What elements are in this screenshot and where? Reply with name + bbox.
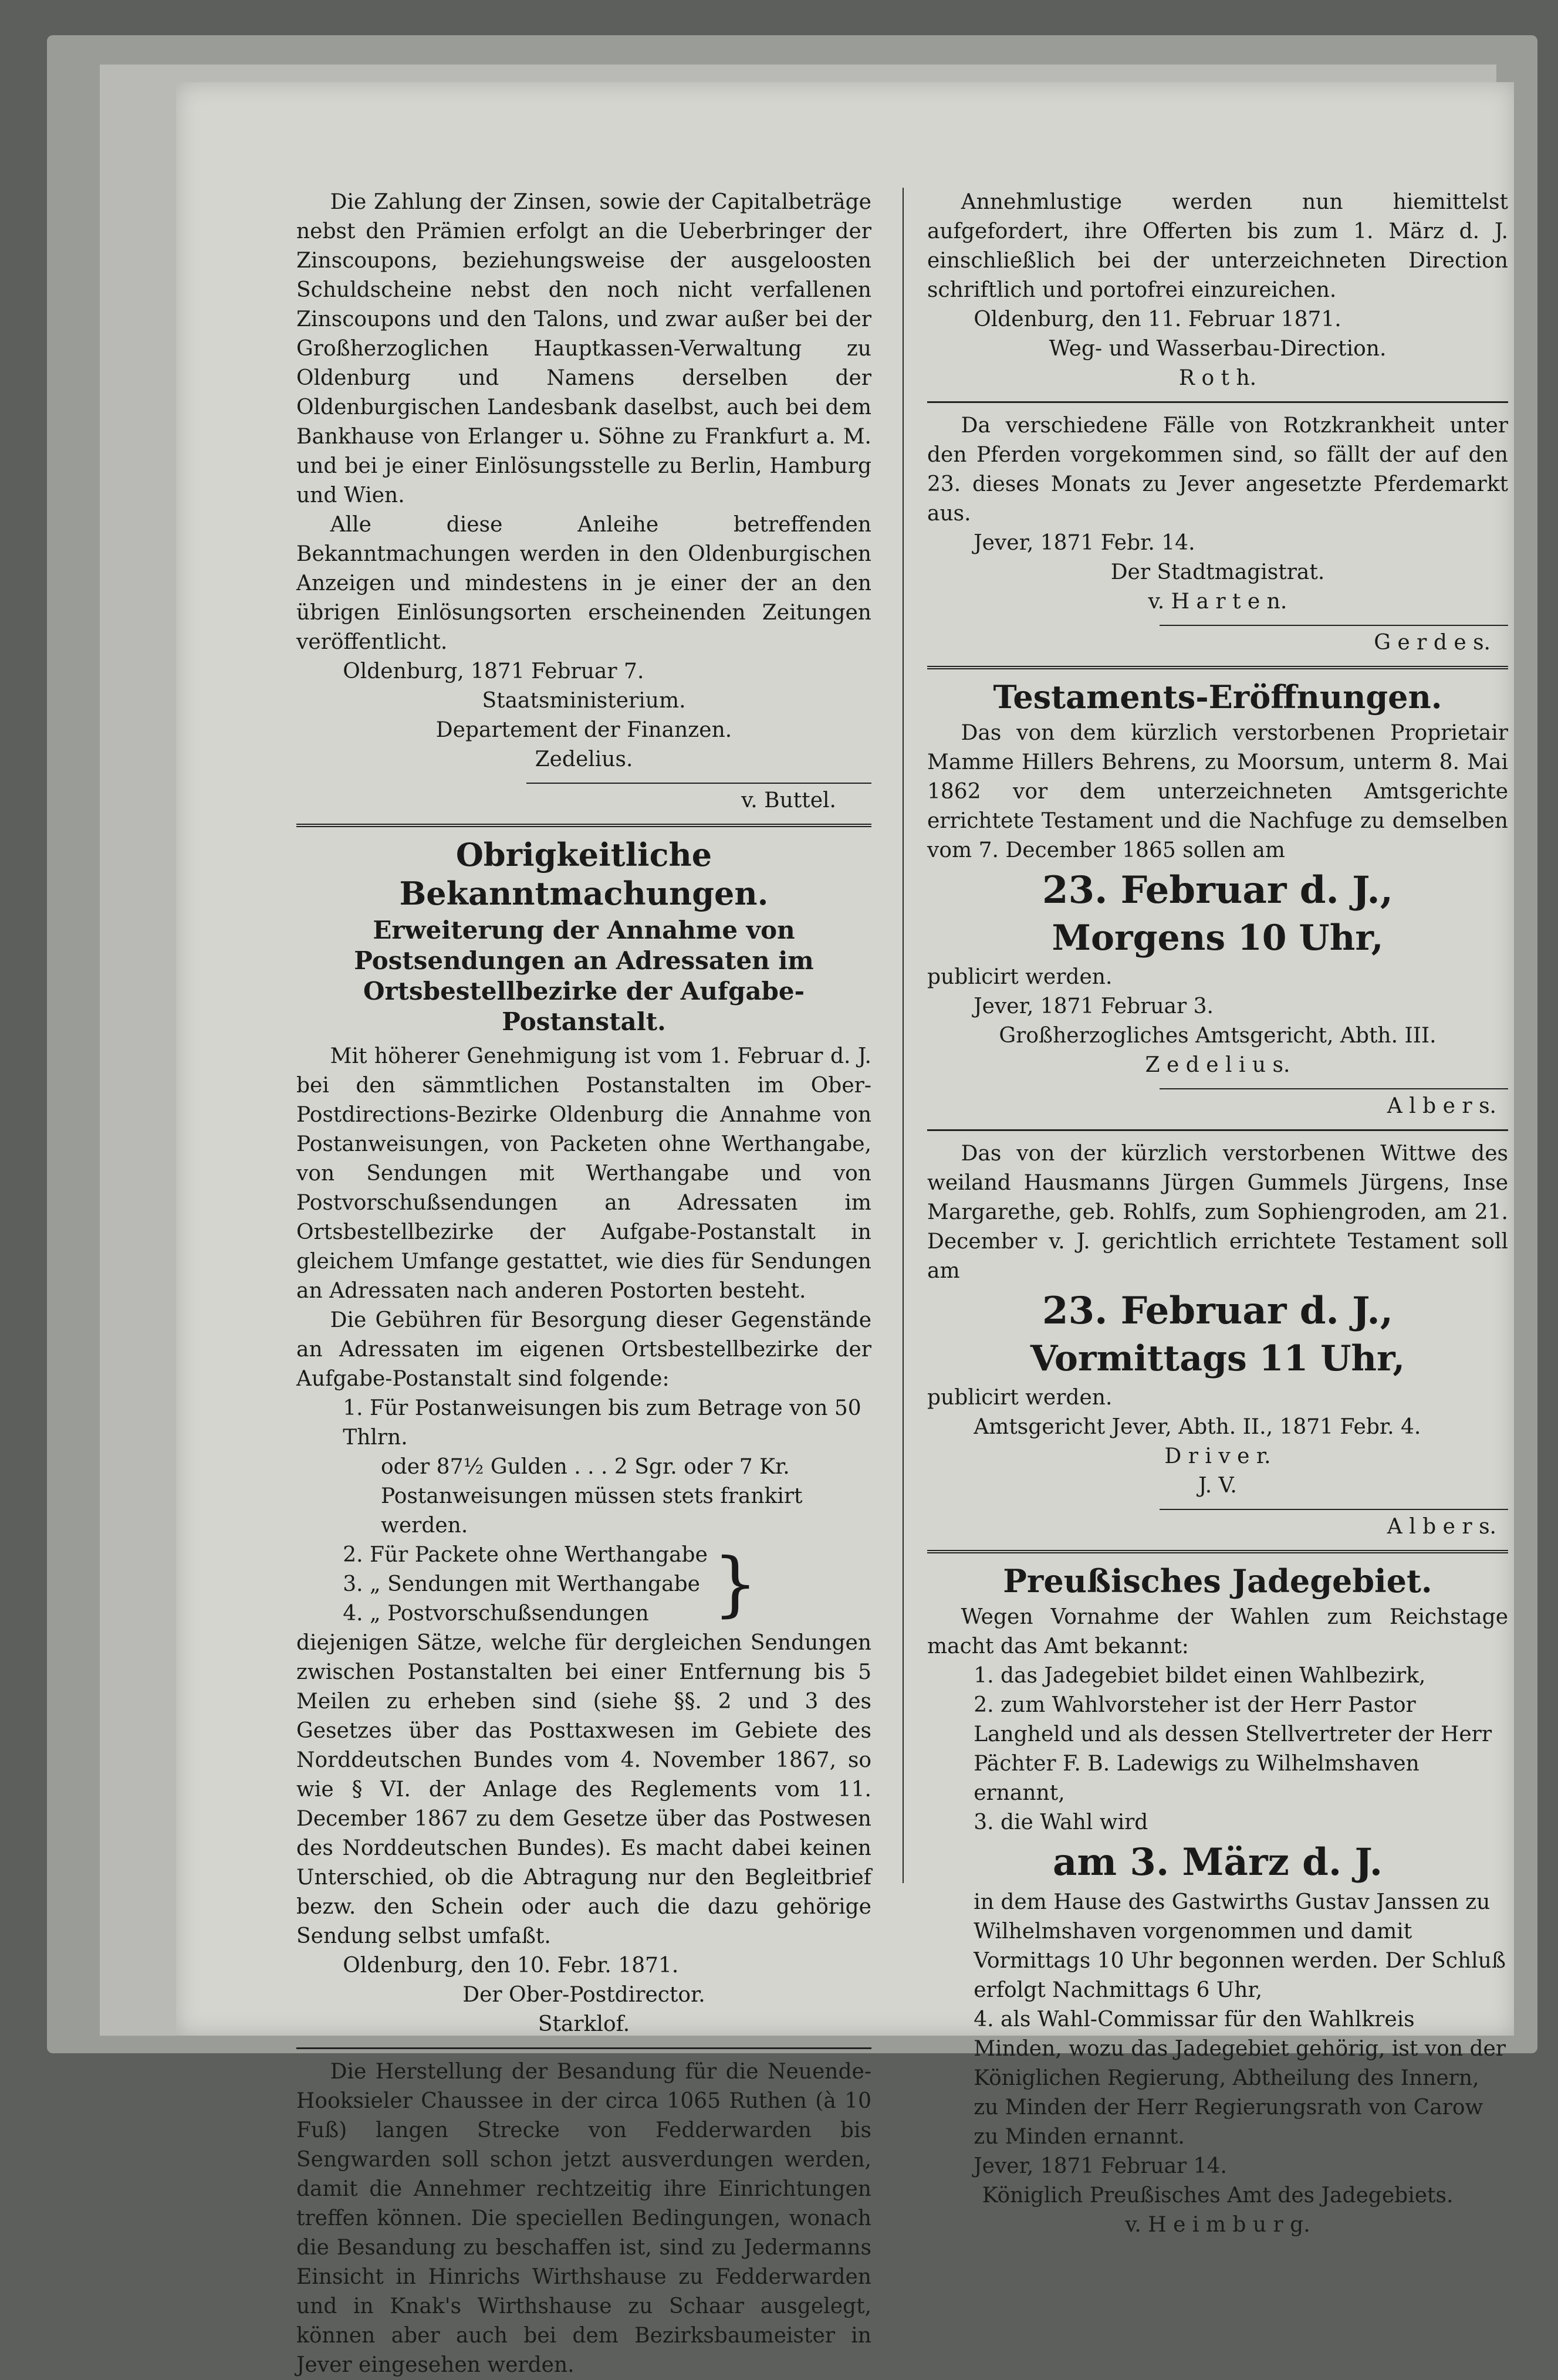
notice-dateline: Oldenburg, 1871 Februar 7. — [343, 659, 644, 683]
notice-market-para: Da verschiedene Fälle von Rotzkrankheit unter den Pferden vorgekommen sind, so fällt der auf den 23. dieses Monats zu Jever angesetzte Pferdemarkt aus. — [927, 414, 1508, 526]
section-rule — [927, 1550, 1508, 1553]
notice-title: Erweiterung der Annahme von Postsendungen an Adressaten im Ortsbestellbezirke der Aufgabe-Postanstalt. — [354, 916, 814, 1036]
notice-department: Departement der Finanzen. — [435, 718, 732, 742]
testament2-time: Vormittags 11 Uhr, — [1030, 1338, 1405, 1379]
notice-post-para2: Die Gebühren für Besorgung dieser Gegenstände an Adressaten im eigenen Ortsbestellbezirke der Aufgabe-Postanstalt sind folgende: — [296, 1308, 871, 1391]
notice-post-signer: Starklof. — [538, 2012, 630, 2036]
signature-rule — [1160, 1088, 1508, 1089]
notice-market-cosigner: G e r d e s. — [1374, 631, 1491, 655]
testament1-time: Morgens 10 Uhr, — [1052, 918, 1384, 959]
newspaper-page — [176, 82, 1514, 2377]
notice-rule — [927, 1129, 1508, 1131]
signature-rule — [526, 783, 871, 784]
testament1-signer: Z e d e l i u s. — [1145, 1053, 1290, 1077]
notice-post-para1: Mit höherer Genehmigung ist vom 1. Februar d. J. bei den sämmtlichen Postanstalten im Ober-Postdirections-Bezirke Oldenburg die Annahme von Postanweisungen, von Packeten ohne Werthangabe, von Sendungen mit Werthangabe und von Postvorschußsendungen an Adressaten im Ortsbestellbezirke der Aufgabe-Postanstalt in gleichem Umfange gestattet, wie dies für Sendungen an Adressaten nach anderen Postorten besteht. — [296, 1044, 871, 1303]
testament2-dateline: Amtsgericht Jever, Abth. II., 1871 Febr. 4. — [974, 1415, 1421, 1439]
election-office: Königlich Preußisches Amt des Jadegebiets. — [982, 2183, 1454, 2208]
election-item-1: 1. das Jadegebiet bildet einen Wahlbezirk, — [974, 1664, 1426, 1688]
notice-market-signer: v. H a r t e n. — [1148, 590, 1287, 614]
signature-rule — [1160, 625, 1508, 626]
brace-glyph: } — [713, 1543, 758, 1625]
testament1-date: 23. Februar d. J., — [1042, 868, 1393, 912]
election-signer: v. H e i m b u r g. — [1125, 2213, 1310, 2237]
fee-item-3: 3. „ Sendungen mit Werthangabe — [343, 1572, 700, 1596]
testament2-para: Das von der kürzlich verstorbenen Wittwe des weiland Hausmanns Jürgen Gummels Jürgens, Insе Margarethe, geb. Rohlfs, zum Sophiengroden, am 21. December v. J. gerichtlich errichtete Testament soll am — [927, 1142, 1508, 1283]
testament2-signer2: J. V. — [1198, 1474, 1237, 1498]
notice-rule — [296, 2047, 871, 2049]
notice-post-office: Der Ober-Postdirector. — [462, 1983, 705, 2007]
section-rule — [296, 824, 871, 827]
notice-offers-office: Weg- und Wasserbau-Direction. — [1049, 337, 1387, 361]
notice-market-office: Der Stadtmagistrat. — [1110, 560, 1325, 584]
notice-cosigner: v. Buttel. — [741, 788, 836, 812]
left-column — [296, 188, 871, 2380]
testament1-para: Das von dem kürzlich verstorbenen Proprietair Mamme Hillers Behrens, zu Moorsum, unterm 8. Mai 1862 vor dem unterzeichneten Amtsgerichte errichtete Testament und die Nachfuge zu demselben vom 7. December 1865 sollen am — [927, 721, 1508, 862]
election-location-para: in dem Hause des Gastwirths Gustav Janssen zu Wilhelmshaven vorgenommen und damit Vormittags 10 Uhr begonnen werden. Der Schluß erfolgt Nachmittags 6 Uhr, — [974, 1890, 1506, 2002]
testament2-signer: D r i v e r. — [1164, 1444, 1271, 1468]
election-item-3: 3. die Wahl wird — [974, 1810, 1148, 1834]
notice-office: Staatsministerium. — [482, 689, 686, 713]
election-date: am 3. März d. J. — [1052, 1840, 1383, 1884]
right-column — [927, 188, 1508, 2240]
testament1-published: publicirt werden. — [927, 965, 1113, 989]
column-divider — [903, 188, 904, 1883]
notice-announcement-para: Alle diese Anleihe betreffenden Bekanntmachungen werden in den Oldenburgischen Anzeigen und mindestens in je einer der an den übrigen Einlösungsorten erscheinenden Zeitungen veröffentlicht. — [296, 513, 871, 654]
notice-offers-signer: R o t h. — [1178, 366, 1257, 390]
signature-rule — [1160, 1509, 1508, 1510]
fee-item-1-amount: oder 87½ Gulden . . . 2 Sgr. oder 7 Kr. — [381, 1455, 790, 1479]
election-dateline: Jever, 1871 Februar 14. — [974, 2154, 1227, 2178]
fee-item-4: 4. „ Postvorschußsendungen — [343, 1602, 649, 1626]
notice-payment-para: Die Zahlung der Zinsen, sowie der Capitalbeträge nebst den Prämien erfolgt an die Ueberbringer der Zinscoupons, beziehungsweise der ausgeloosten Schuldscheine nebst den noch nicht verfallenen Zinscoupons und den Talons, und zwar außer bei der Großherzoglichen Hauptkassen-Verwaltung zu Oldenburg und Namens derselben der Oldenburgischen Landesbank daselbst, auch bei dem Bankhause von Erlanger u. Söhne zu Frankfurt a. M. und bei je einer Einlösungsstelle zu Berlin, Hamburg und Wien. — [296, 190, 871, 507]
election-item-4: 4. als Wahl-Commissar für den Wahlkreis Minden, wozu das Jadegebiet gehörig, ist von der Königlichen Regierung, Abtheilung des Innern, zu Minden der Herr Regierungsrath von Carow zu Minden ernannt. — [974, 2007, 1506, 2149]
fee-item-2: 2. Für Packete ohne Werthangabe — [343, 1543, 708, 1567]
testament1-dateline: Jever, 1871 Februar 3. — [974, 994, 1214, 1018]
notice-offers-dateline: Oldenburg, den 11. Februar 1871. — [974, 307, 1341, 331]
testament2-published: publicirt werden. — [927, 1386, 1113, 1410]
notice-rule — [927, 401, 1508, 403]
section-title: Obrigkeitliche Bekanntmachungen. — [399, 836, 769, 912]
testament2-date: 23. Februar d. J., — [1042, 1289, 1393, 1333]
notice-chaussee-para: Die Herstellung der Besandung für die Neuende-Hooksieler Chaussee in der circa 1065 Ruthen (à 10 Fuß) langen Strecke von Fedderwarden bis Sengwarden soll schon jetzt ausverdungen werden, damit die Annehmer rechtzeitig ihre Einrichtungen treffen können. Die speciellen Bedingungen, wonach die Besandung zu beschaffen ist, sind zu Jedermanns Einsicht in Hinrichs Wirthshause zu Fedderwarden und in Knak's Wirthshause zu Schaar ausgelegt, können aber auch bei dem Bezirksbaumeister in Jever eingesehen werden. — [296, 2060, 871, 2377]
fee-items-group — [296, 1541, 871, 1629]
election-item-2: 2. zum Wahlvorsteher ist der Herr Pastor Langheld und als dessen Stellvertreter der Herr Pächter F. B. Ladewigs zu Wilhelmshaven ernannt, — [974, 1693, 1492, 1805]
testament1-office: Großherzogliches Amtsgericht, Abth. III. — [999, 1024, 1437, 1048]
section-title-testaments: Testaments-Eröffnungen. — [993, 678, 1442, 716]
election-para: Wegen Vornahme der Wahlen zum Reichstage macht das Amt bekannt: — [927, 1605, 1508, 1658]
notice-market-dateline: Jever, 1871 Febr. 14. — [974, 531, 1195, 555]
testament2-cosigner: A l b e r s. — [1387, 1515, 1496, 1539]
notice-post-para3: diejenigen Sätze, welche für dergleichen Sendungen zwischen Postanstalten bei einer Entfernung bis 5 Meilen zu erheben sind (siehe §§. 2 und 3 des Gesetzes über das Posttaxwesen im Gebiete des Norddeutschen Bundes vom 4. November 1867, so wie § VI. der Anlage des Reglements vom 11. December 1867 zu dem Gesetze über das Postwesen des Norddeutschen Bundes). Es macht dabei keinen Unterschied, ob die Abtragung nur den Begleitbrief bezw. den Schein oder auch die dazu gehörige Sendung selbst umfaßt. — [296, 1631, 871, 1948]
fee-item-1-note: Postanweisungen müssen stets frankirt werden. — [381, 1484, 803, 1538]
notice-signer: Zedelius. — [535, 747, 633, 771]
testament1-cosigner: A l b e r s. — [1387, 1094, 1496, 1118]
section-rule — [927, 666, 1508, 669]
notice-offers-para: Annehmlustige werden nun hiemittelst aufgefordert, ihre Offerten bis zum 1. März d. J. einschließlich bei der unterzeichneten Direction schriftlich und portofrei einzureichen. — [927, 190, 1508, 302]
section-title-jadegebiet: Preußisches Jadegebiet. — [1003, 1562, 1432, 1600]
notice-post-dateline: Oldenburg, den 10. Febr. 1871. — [343, 1954, 679, 1978]
fee-item-1: 1. Für Postanweisungen bis zum Betrage von 50 Thlrn. — [343, 1396, 861, 1450]
